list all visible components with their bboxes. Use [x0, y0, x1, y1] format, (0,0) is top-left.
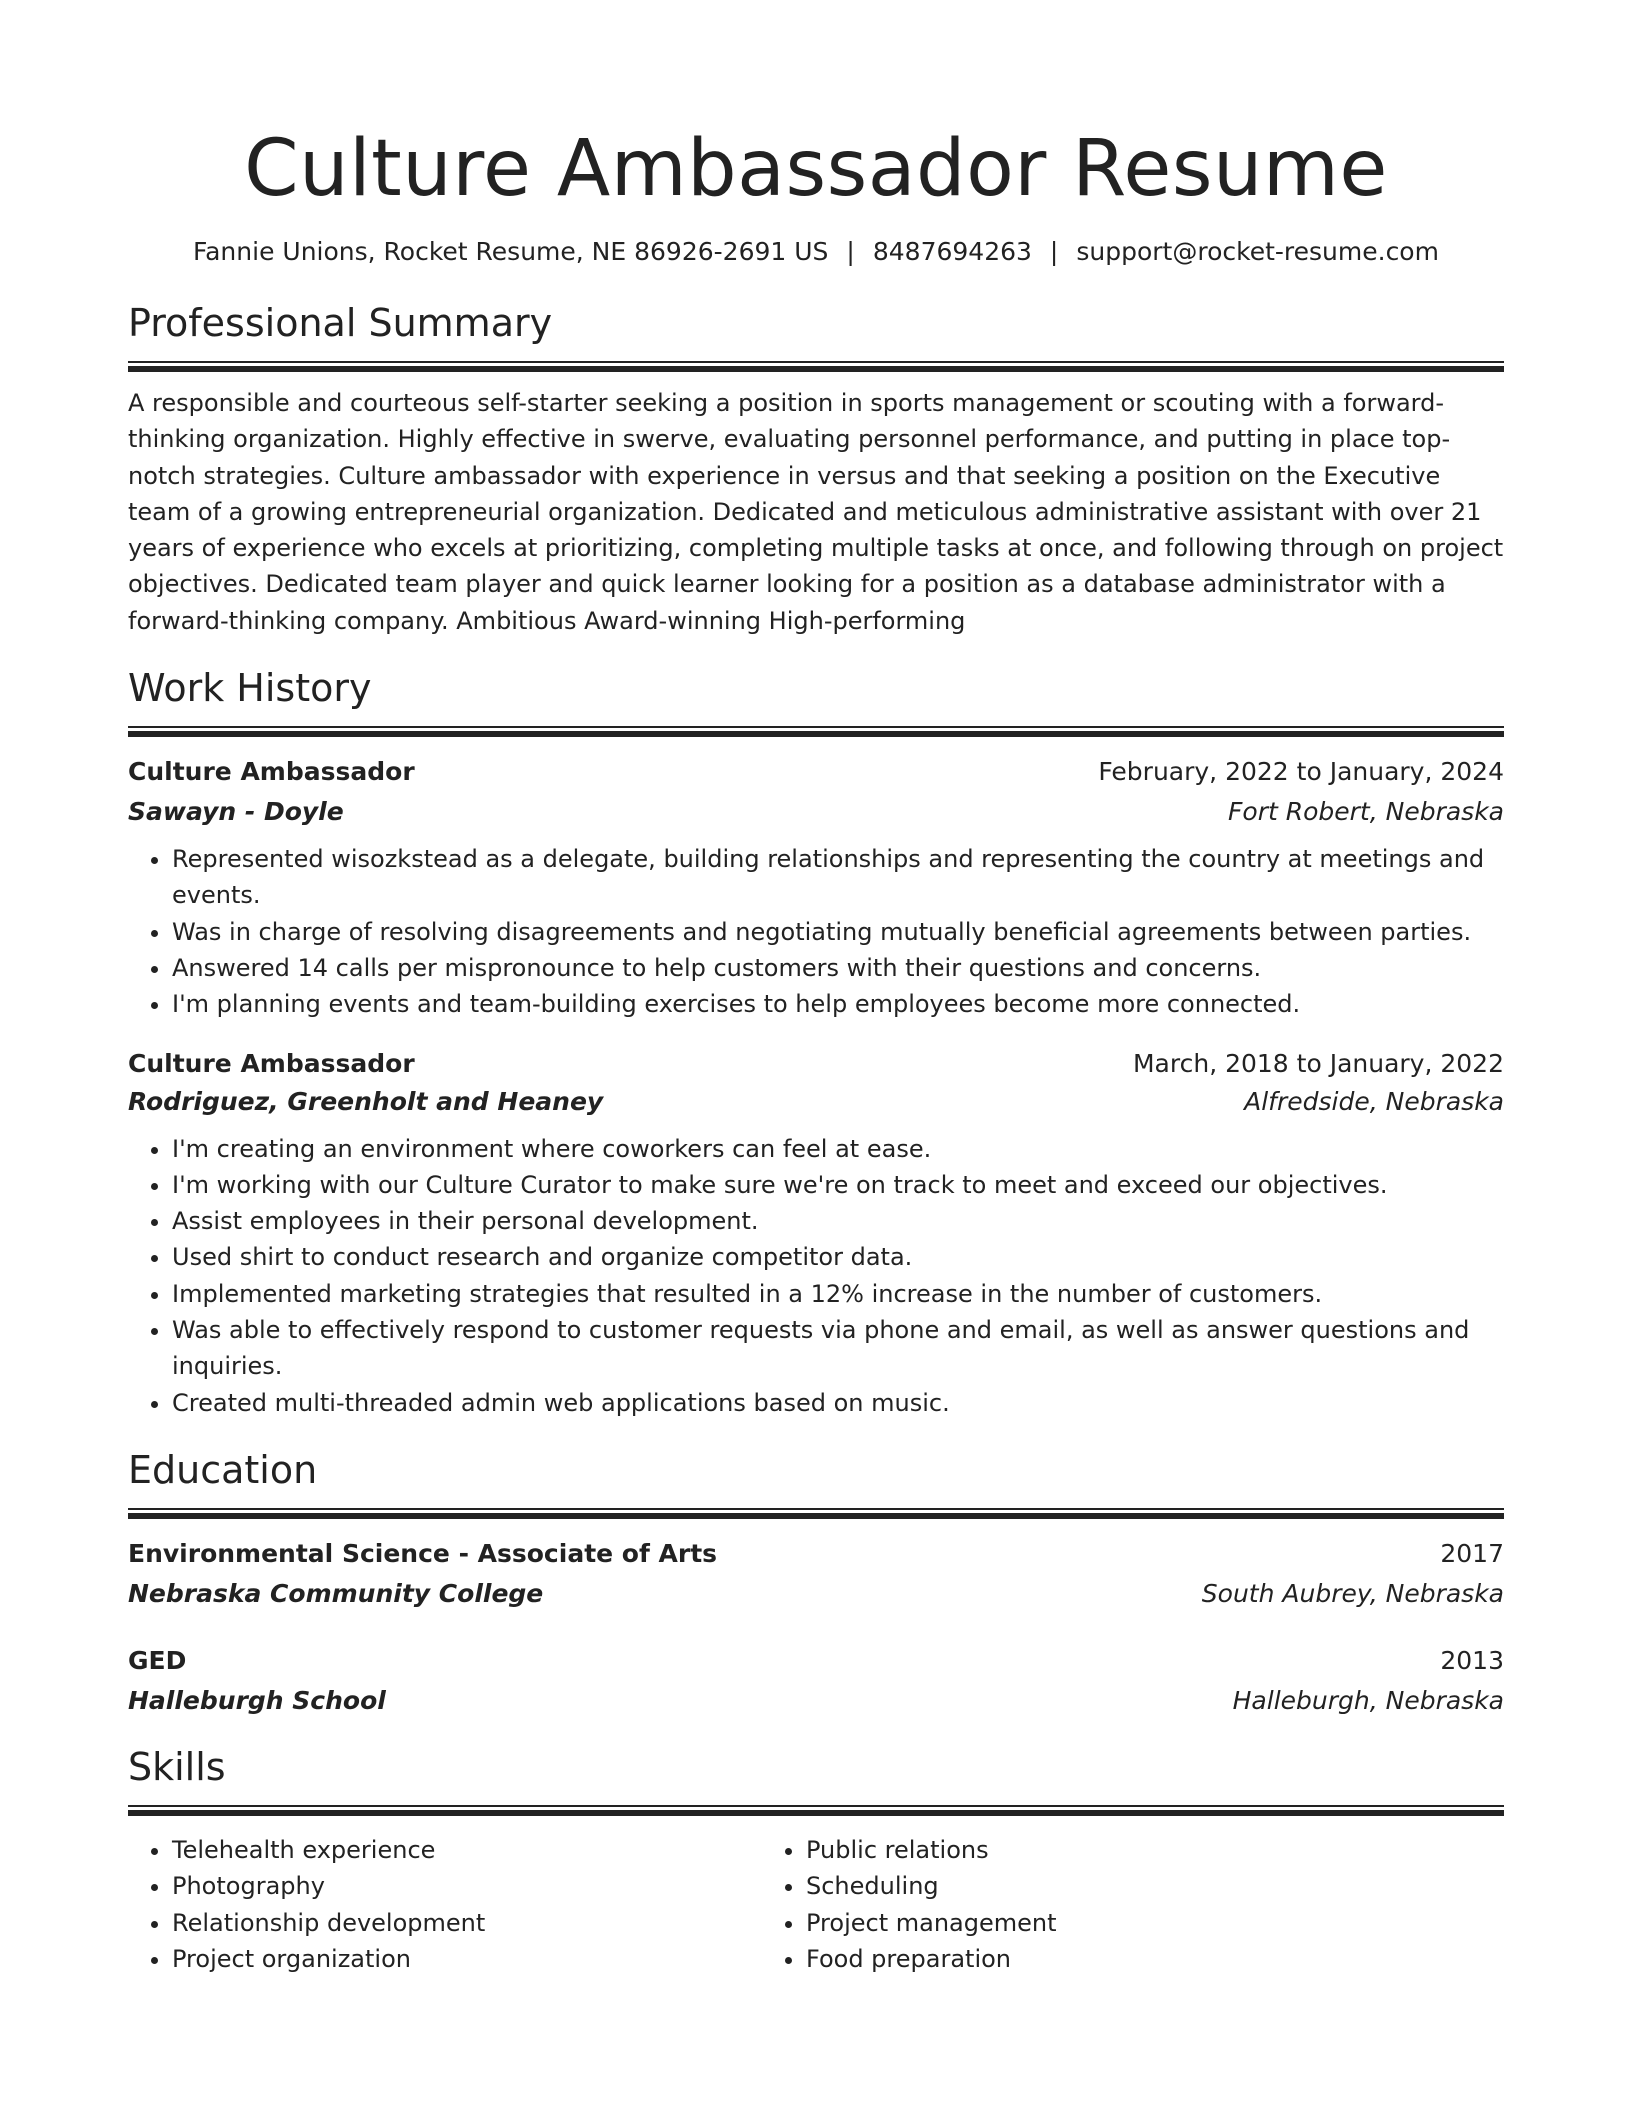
education-entry — [128, 1535, 1504, 1613]
education-year: 2017 — [1440, 1538, 1504, 1568]
skill-item: • Project organization — [172, 1941, 762, 1977]
skills-columns — [128, 1832, 1504, 1977]
job-bullet: • Answered 14 calls per mispronounce to help customers with their questions and concerns. — [172, 950, 1504, 986]
skill-item: • Relationship development — [172, 1905, 762, 1941]
section-divider — [128, 1508, 1504, 1519]
job-bullet: • Assist employees in their personal development. — [172, 1203, 1504, 1239]
contact-separator: | — [846, 237, 855, 266]
skill-item: • Telehealth experience — [172, 1832, 762, 1868]
job-bullet: • Represented wisozkstead as a delegate, building relationships and representing the country at meetings and events. — [172, 841, 1504, 914]
job-bullets — [128, 1131, 1504, 1421]
job-bullet: • I'm planning events and team-building exercises to help employees become more connected. — [172, 986, 1504, 1022]
skill-item: • Public relations — [806, 1832, 1396, 1868]
summary-heading: Professional Summary — [128, 301, 553, 345]
education-header-row — [128, 1642, 1504, 1680]
job-header-row — [128, 753, 1504, 791]
job-location: Fort Robert, Nebraska — [1228, 797, 1504, 827]
education-entry — [128, 1642, 1504, 1720]
skills-section — [128, 1742, 1504, 1977]
job-bullet: • Implemented marketing strategies that resulted in a 12% increase in the number of customers. — [172, 1276, 1504, 1312]
job-company-row — [128, 1083, 1504, 1121]
job-dates: February, 2022 to January, 2024 — [1098, 757, 1504, 787]
summary-text: A responsible and courteous self-starter seeking a position in sports management or scouting with a forward-thinking organization. Highly effective in swerve, evaluating personnel performance, and putting in place top-notch strategies. Culture ambassador with experience in versus and that seeking a position on the Executive team of a growing entrepreneurial organization. Dedicated and meticulous administrative assistant with over 21 years of experience who excels at prioritizing, completing multiple tasks at once, and following through on project objectives. Dedicated team player and quick learner looking for a position as a database administrator with a forward-thinking company. Ambitious Award-winning High-performing — [128, 389, 1504, 635]
summary-section — [128, 298, 1504, 639]
skills-heading: Skills — [128, 1744, 226, 1789]
job-bullet: • I'm creating an environment where coworkers can feel at ease. — [172, 1131, 1504, 1167]
education-location: South Aubrey, Nebraska — [1201, 1578, 1504, 1608]
education-location: Halleburgh, Nebraska — [1232, 1685, 1504, 1715]
skills-list-right — [762, 1832, 1396, 1977]
job-bullet: • Created multi-threaded admin web applications based on music. — [172, 1385, 1504, 1421]
skill-item: • Photography — [172, 1868, 762, 1904]
skill-item: • Food preparation — [806, 1941, 1396, 1977]
job-entry — [128, 753, 1504, 1022]
education-degree: Environmental Science - Associate of Arts — [128, 1538, 718, 1568]
job-title: Culture Ambassador — [128, 757, 415, 787]
job-company-row — [128, 793, 1504, 831]
job-bullet: • Was in charge of resolving disagreements and negotiating mutually beneficial agreements between parties. — [172, 914, 1504, 950]
contact-line — [128, 235, 1504, 269]
education-school-row — [128, 1575, 1504, 1613]
job-dates: March, 2018 to January, 2022 — [1132, 1048, 1504, 1078]
contact-phone: 8487694263 — [872, 237, 1032, 266]
contact-address: Fannie Unions, Rocket Resume, NE 86926-2691 US — [193, 237, 829, 266]
section-divider — [128, 361, 1504, 372]
job-entry — [128, 1045, 1504, 1421]
education-year: 2013 — [1440, 1645, 1504, 1675]
education-school: Nebraska Community College — [128, 1578, 544, 1608]
job-bullet: • Was able to effectively respond to customer requests via phone and email, as well as answer questions and inquiries. — [172, 1312, 1504, 1385]
education-school-row — [128, 1682, 1504, 1720]
skills-list-left — [128, 1832, 762, 1977]
job-header-row — [128, 1045, 1504, 1083]
contact-separator: | — [1049, 237, 1059, 266]
job-company: Rodriguez, Greenholt and Heaney — [128, 1086, 604, 1116]
education-degree: GED — [128, 1645, 187, 1675]
job-bullets — [128, 841, 1504, 1022]
section-divider — [128, 726, 1504, 737]
contact-email: support@rocket-resume.com — [1076, 237, 1439, 266]
education-header-row — [128, 1535, 1504, 1573]
job-bullet: • Used shirt to conduct research and organize competitor data. — [172, 1239, 1504, 1275]
job-title: Culture Ambassador — [128, 1048, 415, 1078]
job-bullet: • I'm working with our Culture Curator to make sure we're on track to meet and exceed our objectives. — [172, 1167, 1504, 1203]
skill-item: • Scheduling — [806, 1868, 1396, 1904]
resume-title: Culture Ambassador Resume — [244, 124, 1388, 214]
section-divider — [128, 1805, 1504, 1816]
skill-item: • Project management — [806, 1905, 1396, 1941]
job-location: Alfredside, Nebraska — [1244, 1086, 1504, 1116]
education-school: Halleburgh School — [128, 1685, 386, 1715]
work-history-section — [128, 663, 1504, 1421]
job-company: Sawayn - Doyle — [128, 797, 344, 827]
education-heading: Education — [128, 1447, 318, 1492]
education-section — [128, 1445, 1504, 1720]
work-history-heading: Work History — [128, 666, 372, 711]
